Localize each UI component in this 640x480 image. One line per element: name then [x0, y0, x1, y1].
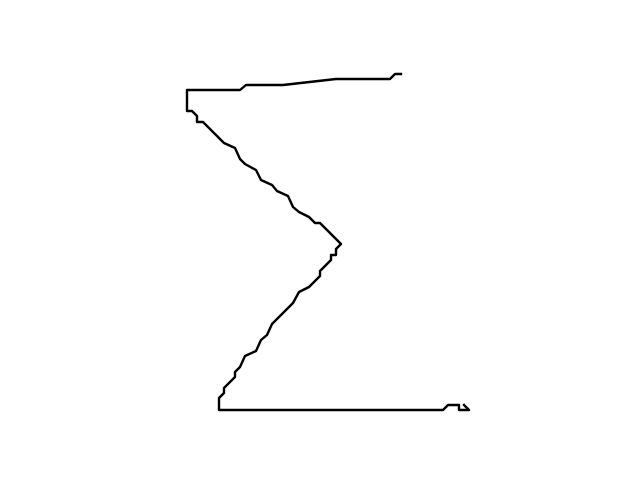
sigma-stroke [187, 74, 469, 410]
